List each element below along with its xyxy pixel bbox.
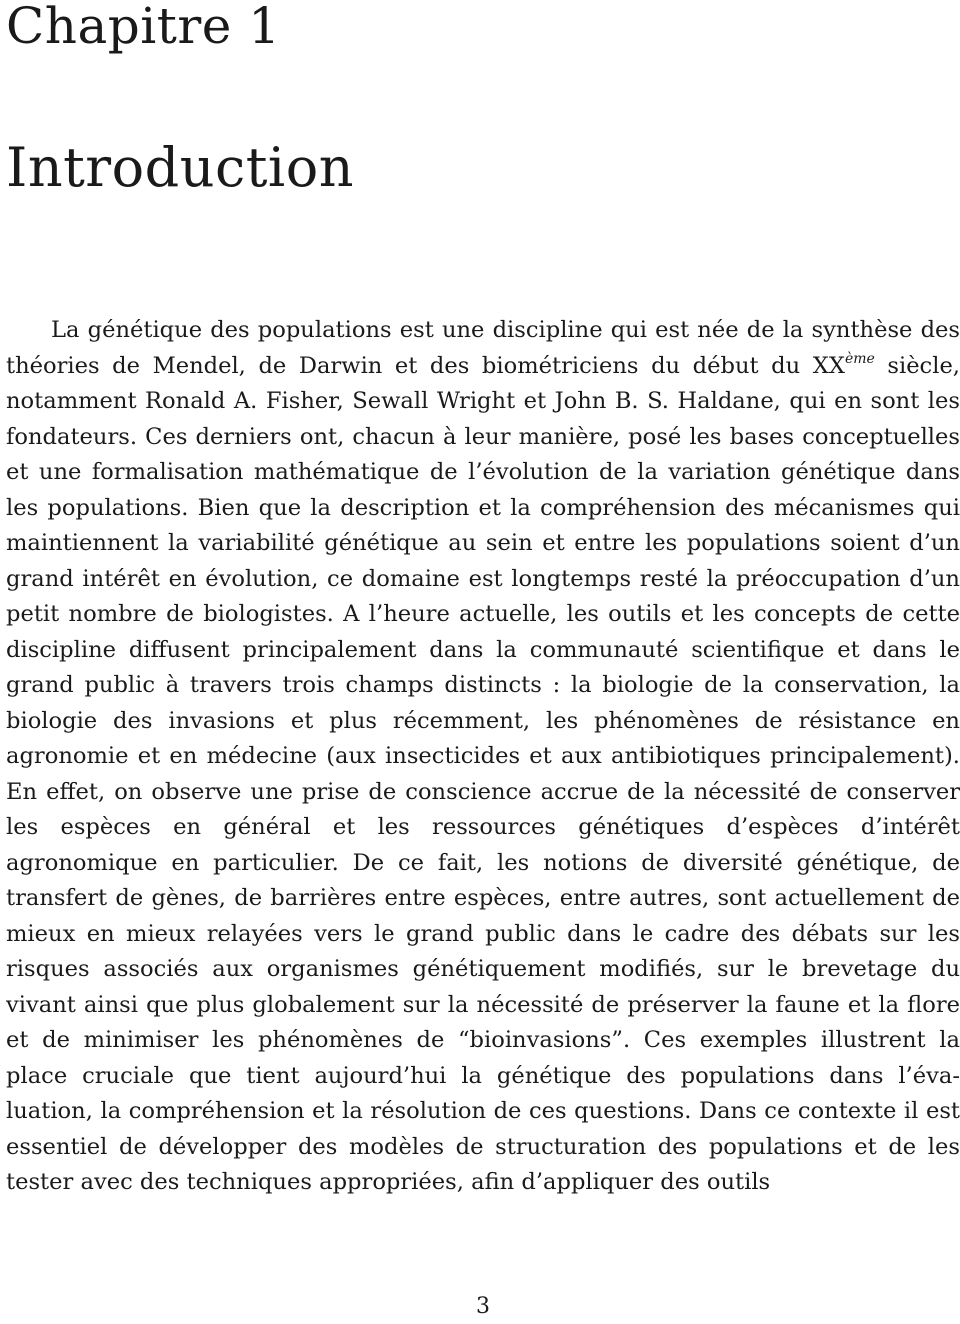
body-paragraph [6, 313, 960, 1201]
page-number: 3 [476, 1294, 490, 1319]
document-page [6, 0, 960, 1324]
body-text-part-1: La génétique des populations est une discipline qui est née de la synthèse des théories de Mendel, de Darwin et des biométriciens du début du XX [6, 317, 960, 379]
century-superscript: ème [844, 350, 875, 367]
chapter-title: Introduction [6, 136, 354, 199]
chapter-label: Chapitre 1 [6, 0, 281, 55]
body-text-part-2: siècle, notamment Ronald A. Fisher, Sewall Wright et John B. S. Haldane, qui en sont les fondateurs. Ces derniers ont, chacun à leur manière, posé les bases conceptuelles et une formalisation mathématique de l’évolution de la variation génétique dans les populations. Bien que la description et la compréhension des mécanismes qui maintiennent la variabilité génétique au sein et entre les populations soient d’un grand intérêt en évolution, ce domaine est longtemps resté la préoccupation d’un petit nombre de biologistes. A l’heure actuelle, les outils et les concepts de cette discipline diffusent principalement dans la communauté scientifique et dans le grand public à travers trois champs distincts : la biologie de la conservation, la biologie des invasions et plus récemment, les phénomènes de résistance en agronomie et en médecine (aux insecticides et aux antibiotiques principalement). En effet, on observe une prise de conscience accrue de la nécessité de conserver les espèces en général et les ressources génétiques d’espèces d’intérêt agronomique en particulier. De ce fait, les notions de diversité génétique, de transfert de gènes, de barrières entre espèces, entre autres, sont actuellement de mieux en mieux relayées vers le grand public dans le cadre des débats sur les risques associés aux organismes génétiquement modifiés, sur le brevetage du vivant ainsi que plus globalement sur la nécessité de préserver la faune et la flore et de minimiser les phénomènes de “bioinvasions”. Ces exemples illustrent la place cruciale que tient aujourd’hui la génétique des populations dans l’évaluation, la compréhension et la résolution de ces questions. Dans ce contexte il est essentiel de développer des modèles de structuration des populations et de les tester avec des techniques appropriées, afin d’appliquer des outils [6, 352, 960, 1195]
